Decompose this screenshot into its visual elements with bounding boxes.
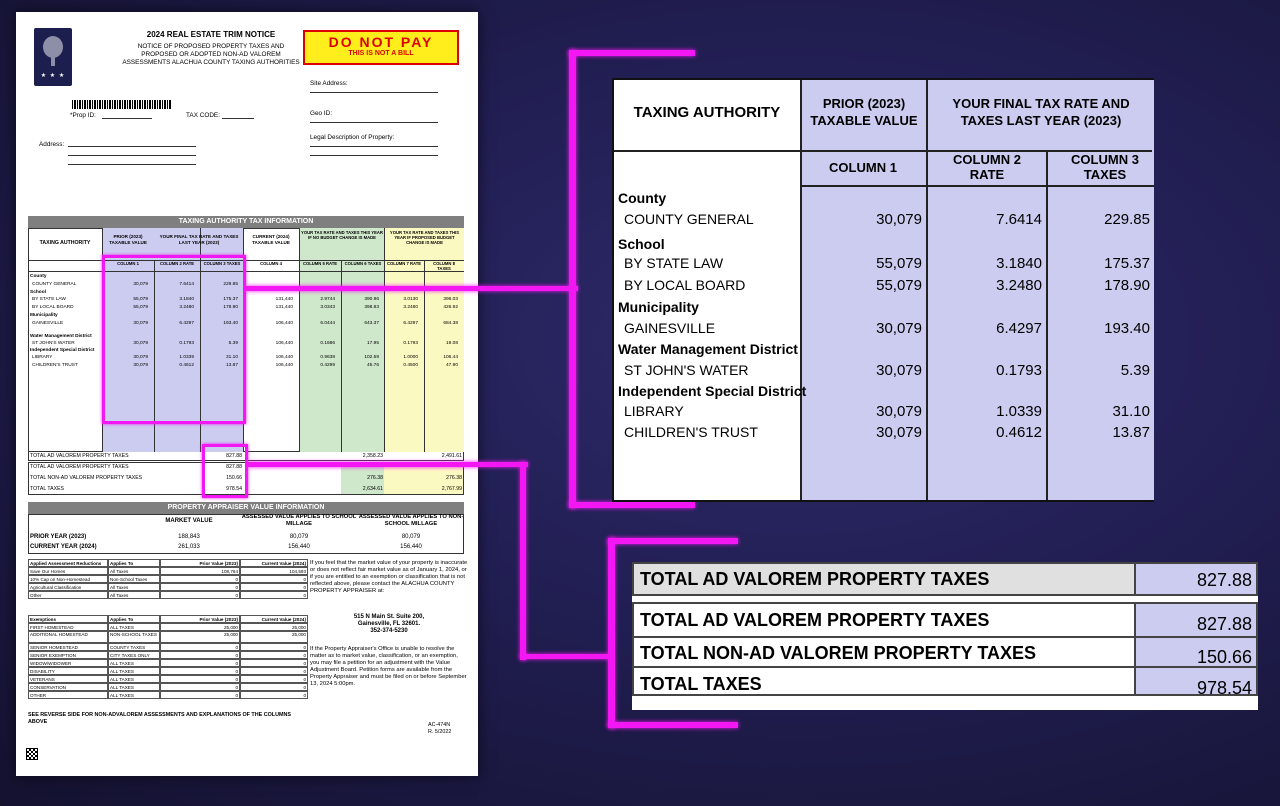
zoom-col1: COLUMN 1 [829, 160, 897, 175]
exemption-cell: 0 [160, 691, 240, 699]
vab-note: If the Property Appraiser's Office is unable to resolve the matter as to market value, classification, or an exemption, you may file a petition for an adjustment with the Value Adjustment Board. Petition forms are available from the Property Appraiser and must be filed on or before September 13, 2024 5:00pm. [310, 646, 467, 687]
doc-total-nonad-c8: 276.38 [446, 475, 462, 481]
value-cell: 30,079 [133, 321, 148, 326]
zoom-col2-value: 6.4297 [996, 320, 1042, 337]
notice-subtitle-line: ASSESSMENTS ALACHUA COUNTY TAXING AUTHORITIES [122, 59, 300, 66]
reduction-cell: 0 [160, 575, 240, 583]
authority-name: LIBRARY [32, 355, 53, 360]
exemption-cell: Applies To [108, 615, 160, 623]
value-cell: 1.0339 [179, 355, 194, 360]
zoom-authority-name: COUNTY GENERAL [624, 211, 754, 227]
exemption-cell: COUNTY TAXES [108, 643, 160, 651]
value-cell: 3.0130 [403, 297, 418, 302]
col-header-current: CURRENT (2024) TAXABLE VALUE [252, 234, 290, 245]
stars-icon: ★ ★ ★ [40, 73, 66, 79]
county-seal-logo [34, 28, 72, 86]
zoom-total-ad-1-value: 827.88 [1196, 570, 1252, 590]
group-label: Independent Special District [30, 348, 95, 353]
doc-total-nonad-c3: 150.66 [226, 475, 242, 481]
col-header-prior: PRIOR (2023) TAXABLE VALUE [109, 234, 147, 245]
zoom-authority-name: CHILDREN'S TRUST [624, 424, 758, 440]
value-cell: 0.1686 [320, 341, 335, 346]
reduction-cell: 0 [160, 591, 240, 599]
highlight-box-totals [202, 444, 248, 498]
value-cell: 426.92 [443, 305, 458, 310]
zoom-col3-value: 193.40 [1104, 320, 1150, 337]
reduction-cell: 104,593 [240, 567, 308, 575]
value-cell: 17.95 [366, 341, 379, 346]
exemption-cell: Current Value (2024) [240, 615, 308, 623]
geo-id-label: Geo ID: [310, 110, 333, 117]
zoom-col3-value: 31.10 [1112, 403, 1150, 420]
reduction-cell: Applied Assessment Reductions [28, 559, 108, 567]
exemption-cell: 0 [240, 675, 308, 683]
zoom-col3-value: 13.87 [1112, 424, 1150, 441]
authority-name: BY LOCAL BOARD [32, 305, 74, 310]
exemption-cell: SENIOR HOMESTEAD [28, 643, 108, 651]
value-cell: 55,079 [133, 297, 148, 302]
zoom-col1-value: 30,079 [876, 424, 922, 441]
reduction-cell: 0 [240, 591, 308, 599]
value-cell: 106,440 [275, 363, 293, 368]
value-cell: 6.4297 [179, 321, 194, 326]
value-cell: 398.83 [364, 305, 379, 310]
bracket-top [608, 538, 738, 544]
value-cell: 3.1840 [179, 297, 194, 302]
reduction-cell: All Taxes [108, 591, 160, 599]
zoom-col3-value: 229.85 [1104, 211, 1150, 228]
value-cell: 684.38 [443, 321, 458, 326]
appraiser-phone: 352-374-5230 [370, 628, 408, 634]
value-cell: 30,079 [133, 341, 148, 346]
value-cell: 106,440 [275, 321, 293, 326]
zoom-col3-value: 178.90 [1104, 277, 1150, 294]
connector-line [248, 462, 528, 467]
authority-name: GAINESVILLE [32, 321, 64, 326]
zoom-header-final: YOUR FINAL TAX RATE AND TAXES LAST YEAR (2023) [952, 96, 1130, 128]
zoom-col2-value: 1.0339 [996, 403, 1042, 420]
zoom-header-prior: PRIOR (2023) TAXABLE VALUE [810, 96, 918, 128]
exemption-cell: 0 [240, 667, 308, 675]
total-ad-c8: 2,491.61 [441, 453, 462, 459]
exemption-cell: SENIOR EXEMPTION [28, 651, 108, 659]
reduction-cell: Applies To [108, 559, 160, 567]
current-nonschool: 156,440 [400, 544, 422, 550]
value-cell: 1.0000 [403, 355, 418, 360]
zoom-col1-value: 55,079 [876, 255, 922, 272]
appraiser-h-nonschool: ASSESSED VALUE APPLIES TO NON-SCHOOL MILLAGE [358, 514, 464, 527]
legal-description-label: Legal Description of Property: [310, 134, 395, 141]
exemption-cell: OTHER [28, 691, 108, 699]
value-cell: 229.85 [223, 282, 238, 287]
value-cell: 3.2480 [403, 305, 418, 310]
zoom-col2-value: 3.1840 [996, 255, 1042, 272]
current-year-label: CURRENT YEAR (2024) [30, 544, 97, 550]
zoom-col3-value: 5.39 [1120, 362, 1150, 379]
exemption-cell: ALL TAXES [108, 675, 160, 683]
exemption-cell: 0 [160, 667, 240, 675]
zoom-authority-name: BY LOCAL BOARD [624, 277, 746, 293]
zoom-authority-name: GAINESVILLE [624, 320, 716, 336]
exemption-cell: ALL TAXES [108, 623, 160, 631]
appraiser-address-1: 515 N Main St. Suite 200, [353, 614, 425, 620]
value-cell: 175.37 [223, 297, 238, 302]
site-address-label: Site Address: [310, 80, 348, 87]
value-cell: 45.76 [366, 363, 379, 368]
zoom-col2-value: 7.6414 [996, 211, 1042, 228]
appraiser-address-2: Gainesville, FL 32601. [357, 621, 421, 627]
reduction-cell: 0 [160, 583, 240, 591]
reduction-cell: 0 [240, 575, 308, 583]
prop-id-label: *Prop ID: [70, 112, 96, 119]
value-cell: 19.08 [445, 341, 458, 346]
value-cell: 102.59 [364, 355, 379, 360]
zoom-col1-value: 30,079 [876, 211, 922, 228]
barcode [72, 100, 172, 109]
reduction-cell: Current Value (2024) [240, 559, 308, 567]
address-label: Address: [39, 141, 65, 148]
column-number-header: COLUMN 2 RATE [159, 261, 195, 266]
exemption-cell: 25,000 [240, 631, 308, 643]
notice-subtitle-line: NOTICE OF PROPOSED PROPERTY TAXES AND [137, 43, 285, 50]
total-ad-c6: 2,358.23 [362, 453, 383, 459]
exemption-cell: 0 [240, 659, 308, 667]
zoom-total-nonad-value: 150.66 [1196, 647, 1252, 667]
zoom-taxing-table [612, 78, 1154, 502]
value-cell: 178.90 [223, 305, 238, 310]
exemption-cell: CITY TAXES ONLY [108, 651, 160, 659]
value-cell: 3.2480 [179, 305, 194, 310]
form-revision: R. 5/2022 [428, 729, 452, 735]
authority-name: BY STATE LAW [32, 297, 66, 302]
connector-line [520, 654, 612, 659]
zoom-group-label: School [618, 236, 665, 252]
column-number-header: COLUMN 4 [260, 261, 282, 266]
doc-total-ad-label: TOTAL AD VALOREM PROPERTY TAXES [30, 464, 129, 470]
zoom-col2-value: 0.1793 [996, 362, 1042, 379]
doc-total-taxes-label: TOTAL TAXES [30, 486, 65, 492]
exemption-cell: CONSERVATION [28, 683, 108, 691]
prior-market: 188,843 [178, 534, 200, 540]
exemption-cell: FIRST HOMESTEAD [28, 623, 108, 631]
bracket-top [569, 50, 695, 56]
value-cell: 0.1793 [403, 341, 418, 346]
value-cell: 30,079 [133, 355, 148, 360]
column-number-header: COLUMN 6 TAXES [344, 261, 382, 266]
column-number-header: COLUMN 1 [117, 261, 139, 266]
exemption-cell: 0 [160, 651, 240, 659]
exemption-cell: Exemptions [28, 615, 108, 623]
doc-total-taxes-c3: 978.54 [226, 486, 242, 492]
exemption-cell: VETERANS [28, 675, 108, 683]
prior-school: 80,079 [289, 534, 309, 540]
zoom-total-nonad: TOTAL NON-AD VALOREM PROPERTY TAXES [640, 643, 1037, 663]
value-cell: 106.44 [443, 355, 458, 360]
bracket-left [569, 50, 576, 508]
exemption-cell: NON-SCHOOL TAXES [108, 631, 160, 643]
value-cell: 0.4612 [179, 363, 194, 368]
exemption-cell: 0 [240, 683, 308, 691]
zoom-authority-name: BY STATE LAW [624, 255, 724, 271]
appraiser-section-title: PROPERTY APPRAISER VALUE INFORMATION [28, 502, 464, 514]
bracket-bottom [569, 502, 695, 508]
doc-total-nonad-c6: 276.38 [367, 475, 383, 481]
value-cell: 6.0444 [320, 321, 335, 326]
reduction-cell: 108,764 [160, 567, 240, 575]
value-cell: 55,079 [133, 305, 148, 310]
exemption-cell: WIDOW/WIDOWER [28, 659, 108, 667]
do-not-pay-banner [303, 30, 459, 65]
zoom-group-label: Water Management District [618, 341, 798, 357]
bracket-left [608, 538, 615, 728]
zoom-group-label: Municipality [618, 299, 699, 315]
do-not-pay-text: DO NOT PAY [328, 34, 434, 50]
authority-name: COUNTY GENERAL [32, 282, 77, 287]
exemption-cell: 0 [240, 691, 308, 699]
doc-total-taxes-c8: 2,767.99 [441, 486, 462, 492]
zoom-col3: COLUMN 3 TAXES [1071, 152, 1139, 182]
connector-line [520, 462, 526, 660]
value-cell: 3.0343 [320, 305, 335, 310]
exemption-cell: 25,000 [160, 631, 240, 643]
col-header-proposed: YOUR TAX RATE AND TAXES THIS YEAR IF PROPOSED BUDGET CHANGE IS MADE [389, 230, 460, 245]
exemption-cell: Prior Value (2023) [160, 615, 240, 623]
form-number: AC-474N [428, 722, 451, 728]
tax-code-label: TAX CODE: [186, 112, 220, 119]
reduction-cell: All Taxes [108, 567, 160, 575]
exemption-cell: 0 [160, 675, 240, 683]
notice-header [96, 30, 326, 67]
zoom-col1-value: 30,079 [876, 362, 922, 379]
col-header-final: YOUR FINAL TAX RATE AND TAXES LAST YEAR (2023) [159, 234, 239, 245]
exemption-cell: 0 [160, 659, 240, 667]
zoom-col2: COLUMN 2 RATE [953, 152, 1021, 182]
authority-name: CHILDREN'S TRUST [32, 363, 78, 368]
current-market: 261,033 [178, 544, 200, 550]
value-cell: 0.4299 [320, 363, 335, 368]
exemption-cell: 0 [160, 643, 240, 651]
value-cell: 643.37 [364, 321, 379, 326]
value-cell: 390.96 [364, 297, 379, 302]
zoom-total-ad-2: TOTAL AD VALOREM PROPERTY TAXES [640, 610, 990, 630]
exemption-cell: ALL TAXES [108, 659, 160, 667]
value-cell: 396.03 [443, 297, 458, 302]
column-number-header: COLUMN 7 RATE [386, 261, 422, 266]
appraiser-h-market: MARKET VALUE [165, 518, 213, 524]
group-label: Municipality [30, 313, 58, 318]
notice-subtitle-line: PROPOSED OR ADOPTED NON-AD VALOREM [141, 51, 281, 58]
exemption-cell: ADDITIONAL HOMESTEAD [28, 631, 108, 643]
zoom-authority-name: LIBRARY [624, 403, 684, 419]
column-number-header: COLUMN 3 TAXES [203, 261, 241, 266]
doc-total-ad-c3: 827.88 [226, 464, 242, 470]
exemption-cell: 25,000 [240, 623, 308, 631]
zoom-total-ad-1: TOTAL AD VALOREM PROPERTY TAXES [640, 569, 990, 589]
reduction-cell: 10% Cap on Non-Homestead [28, 575, 108, 583]
prior-nonschool: 80,079 [401, 534, 421, 540]
reduction-cell: Agricultural Classification [28, 583, 108, 591]
zoom-col3-value: 175.37 [1104, 255, 1150, 272]
value-cell: 5.39 [228, 341, 238, 346]
exemption-cell: 0 [160, 683, 240, 691]
total-ad-label: TOTAL AD VALOREM PROPERTY TAXES [30, 453, 129, 459]
value-cell: 2.9744 [320, 297, 335, 302]
qr-code [26, 748, 38, 760]
market-value-note: If you feel that the market value of your property is inaccurate or does not reflect fair market value as of January 1, 2024, or if you are entitled to an exemption or classification that is not reflected above, please contact the ALACHUA COUNTY PROPERTY APPRAISER at: [310, 560, 468, 594]
reduction-cell: Non-School Taxes [108, 575, 160, 583]
tree-icon [43, 36, 63, 58]
group-label: School [30, 290, 46, 295]
value-cell: 106,440 [275, 355, 293, 360]
appraiser-h-school: ASSESSED VALUE APPLIES TO SCHOOL MILLAGE [241, 514, 357, 527]
zoom-col1-value: 30,079 [876, 320, 922, 337]
col-header-no-budget: YOUR TAX RATE AND TAXES THIS YEAR IF NO BUDGET CHANGE IS MADE [301, 230, 383, 240]
reduction-cell: 0 [240, 583, 308, 591]
authority-name: ST JOHN'S WATER [32, 341, 75, 346]
value-cell: 13.87 [225, 363, 238, 368]
bracket-bottom [608, 722, 738, 728]
value-cell: 0.9638 [320, 355, 335, 360]
prior-year-label: PRIOR YEAR (2023) [30, 534, 87, 540]
reverse-side-note: SEE REVERSE SIDE FOR NON-ADVALOREM ASSESSMENTS AND EXPLANATIONS OF THE COLUMNS ABOVE [28, 712, 291, 725]
taxing-section-title: TAXING AUTHORITY TAX INFORMATION [28, 216, 464, 228]
exemption-cell: DISABILITY [28, 667, 108, 675]
value-cell: 0.1793 [179, 341, 194, 346]
zoom-group-label: Independent Special District [618, 383, 807, 399]
trim-notice-document [16, 12, 478, 776]
zoom-totals [632, 562, 1258, 710]
zoom-col1-value: 55,079 [876, 277, 922, 294]
connector-line [246, 286, 578, 291]
zoom-col2-value: 0.4612 [996, 424, 1042, 441]
value-cell: 0.4500 [403, 363, 418, 368]
value-cell: 30,079 [133, 282, 148, 287]
exemption-cell: 25,000 [160, 623, 240, 631]
not-a-bill-text: THIS IS NOT A BILL [348, 50, 414, 57]
highlight-box-columns [102, 255, 246, 424]
exemption-cell: ALL TAXES [108, 667, 160, 675]
exemption-cell: 0 [240, 651, 308, 659]
reduction-cell: Save Our Homes [28, 567, 108, 575]
reduction-cell: Other [28, 591, 108, 599]
value-cell: 30,079 [133, 363, 148, 368]
value-cell: 106,440 [275, 341, 293, 346]
total-ad-c3: 827.88 [226, 453, 242, 459]
doc-total-nonad-label: TOTAL NON-AD VALOREM PROPERTY TAXES [30, 475, 143, 481]
zoom-total-taxes: TOTAL TAXES [640, 674, 762, 694]
zoom-col1-value: 30,079 [876, 403, 922, 420]
notice-title: 2024 REAL ESTATE TRIM NOTICE [146, 30, 276, 39]
zoom-col2-value: 3.2480 [996, 277, 1042, 294]
exemption-cell: ALL TAXES [108, 683, 160, 691]
value-cell: 6.4297 [403, 321, 418, 326]
group-label: Water Management District [30, 334, 92, 339]
reduction-cell: All Taxes [108, 583, 160, 591]
zoom-total-taxes-value: 978.54 [1196, 678, 1252, 698]
doc-total-taxes-c6: 2,634.61 [362, 486, 383, 492]
group-label: County [30, 274, 47, 279]
zoom-header-authority: TAXING AUTHORITY [633, 104, 781, 121]
zoom-group-label: County [618, 190, 667, 206]
value-cell: 131,440 [275, 305, 293, 310]
column-number-header: COLUMN 8 TAXES [433, 261, 455, 271]
value-cell: 131,440 [275, 297, 293, 302]
column-number-header: COLUMN 5 RATE [302, 261, 338, 266]
zoom-authority-name: ST JOHN'S WATER [624, 362, 749, 378]
value-cell: 31.10 [225, 355, 238, 360]
zoom-total-ad-2-value: 827.88 [1196, 614, 1252, 634]
exemption-cell: 0 [240, 643, 308, 651]
value-cell: 7.6414 [179, 282, 194, 287]
col-header-authority: TAXING AUTHORITY [39, 240, 91, 246]
exemption-cell: ALL TAXES [108, 691, 160, 699]
value-cell: 47.90 [445, 363, 458, 368]
reduction-cell: Prior Value (2023) [160, 559, 240, 567]
current-school: 156,440 [288, 544, 310, 550]
value-cell: 193.40 [223, 321, 238, 326]
